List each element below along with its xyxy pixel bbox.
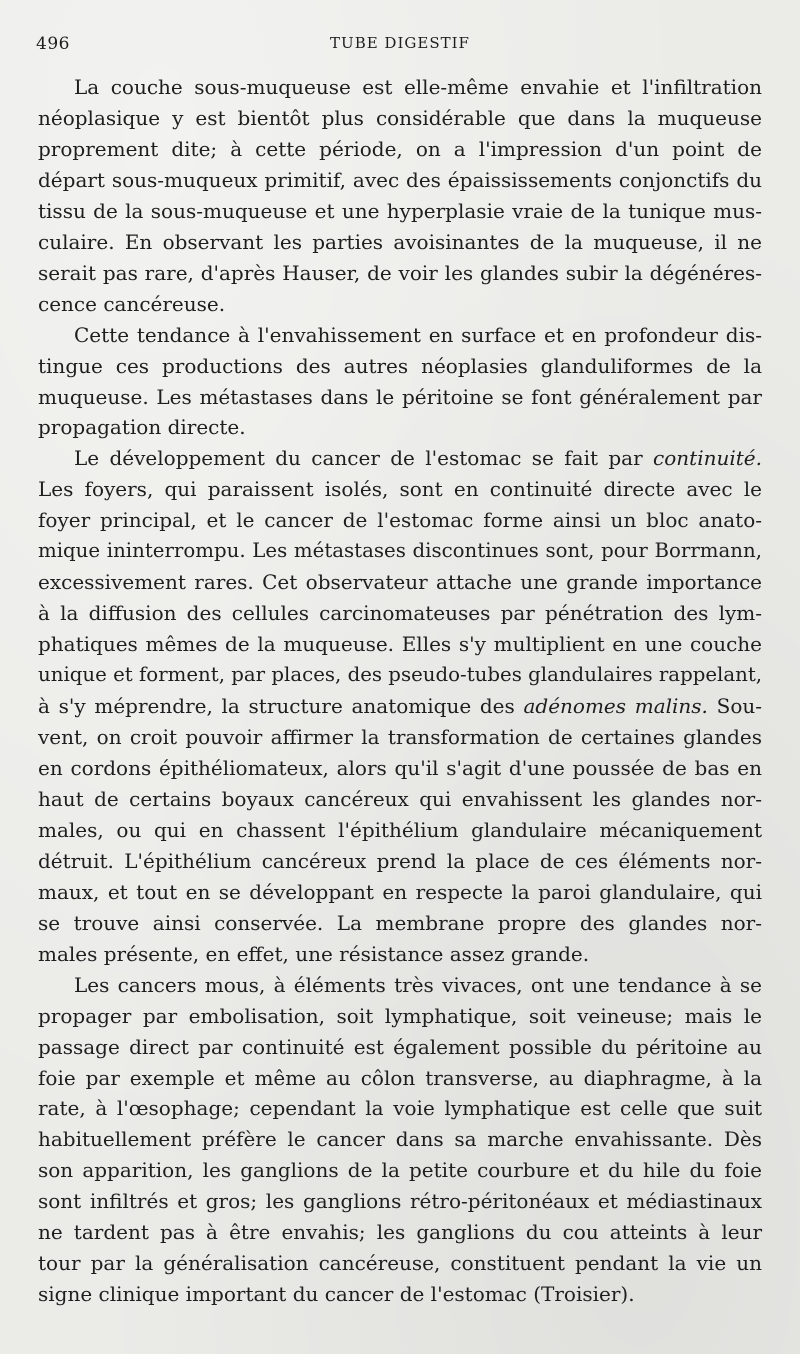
text-line: passage direct par continuité est également possible du péritoine au bbox=[38, 1034, 762, 1059]
text-line bbox=[38, 443, 762, 474]
text-line: vent, on croit pouvoir affirmer la transformation de certaines glandes bbox=[38, 725, 762, 750]
text-line: départ sous-muqueux primitif, avec des épaississements conjonctifs du bbox=[38, 167, 762, 192]
text-line: culaire. En observant les parties avoisinantes de la muqueuse, il ne bbox=[38, 229, 762, 254]
italic-term: adénomes malins. bbox=[523, 694, 708, 719]
text-line: propagation directe. bbox=[38, 415, 246, 440]
paragraph-3 bbox=[38, 443, 762, 969]
text-line: males présente, en effet, une résistance assez grande. bbox=[38, 941, 590, 966]
text-line: en cordons épithéliomateux, alors qu'il s'agit d'une poussée de bas en bbox=[38, 755, 762, 780]
text-line: propager par embolisation, soit lymphatique, soit veineuse; mais le bbox=[38, 1003, 762, 1028]
italic-term: continuité. bbox=[653, 446, 762, 471]
text-line: son apparition, les ganglions de la petite courbure et du hile du foie bbox=[38, 1158, 762, 1183]
text-line: males, ou qui en chassent l'épithélium glandulaire mécaniquement bbox=[38, 817, 762, 842]
text-line: ne tardent pas à être envahis; les ganglions du cou atteints à leur bbox=[38, 1220, 762, 1245]
page-body bbox=[38, 72, 762, 1310]
text-line: Cette tendance à l'envahissement en surface et en profondeur dis- bbox=[74, 322, 762, 347]
text-line: signe clinique important du cancer de l'estomac (Troisier). bbox=[38, 1282, 635, 1307]
text-line: excessivement rares. Cet observateur attache une grande importance bbox=[38, 570, 762, 595]
text-run: à s'y méprendre, la structure anatomique des bbox=[38, 694, 524, 719]
paragraph-1 bbox=[38, 72, 762, 320]
text-line: La couche sous-muqueuse est elle-même envahie et l'infiltration bbox=[74, 75, 762, 99]
text-line: cence cancéreuse. bbox=[38, 291, 226, 316]
paragraph-2 bbox=[38, 320, 762, 444]
page-number: 496 bbox=[36, 34, 70, 54]
text-line: serait pas rare, d'après Hauser, de voir les glandes subir la dégénéres- bbox=[38, 260, 762, 285]
text-line: habituellement préfère le cancer dans sa marche envahissante. Dès bbox=[38, 1127, 762, 1152]
text-line: mique ininterrompu. Les métastases discontinues sont, pour Borrmann, bbox=[38, 539, 762, 563]
text-line: à la diffusion des cellules carcinomateuses par pénétration des lym- bbox=[38, 601, 762, 626]
text-line: unique et forment, par places, des pseudo-tubes glandulaires rappelant, bbox=[38, 663, 763, 687]
text-line bbox=[38, 691, 762, 722]
text-line: muqueuse. Les métastases dans le péritoine se font généralement par bbox=[38, 384, 762, 409]
text-run: Le développement du cancer de l'estomac se fait par bbox=[74, 446, 654, 471]
text-line: Les cancers mous, à éléments très vivaces, ont une tendance à se bbox=[74, 972, 762, 997]
text-line: tour par la généralisation cancéreuse, constituent pendant la vie un bbox=[38, 1251, 762, 1276]
text-line: proprement dite; à cette période, on a l'impression d'un point de bbox=[38, 136, 762, 161]
text-line: haut de certains boyaux cancéreux qui envahissent les glandes nor- bbox=[38, 786, 762, 811]
text-line: détruit. L'épithélium cancéreux prend la place de ces éléments nor- bbox=[38, 848, 762, 873]
paragraph-4 bbox=[38, 970, 762, 1310]
text-line: Les foyers, qui paraissent isolés, sont en continuité directe avec le bbox=[38, 477, 762, 502]
text-line: foyer principal, et le cancer de l'estomac forme ainsi un bloc anato- bbox=[38, 508, 762, 533]
page-header bbox=[36, 30, 764, 60]
text-line: rate, à l'œsophage; cependant la voie lymphatique est celle que suit bbox=[38, 1096, 762, 1121]
text-line: phatiques mêmes de la muqueuse. Elles s'y multiplient en une couche bbox=[38, 632, 762, 657]
text-line: foie par exemple et même au côlon transverse, au diaphragme, à la bbox=[38, 1065, 762, 1090]
text-line: néoplasique y est bientôt plus considérable que dans la muqueuse bbox=[38, 105, 762, 130]
text-line: tissu de la sous-muqueuse et une hyperplasie vraie de la tunique mus- bbox=[38, 198, 762, 223]
text-line: tingue ces productions des autres néoplasies glanduliformes de la bbox=[38, 353, 762, 378]
text-run: Sou- bbox=[707, 694, 763, 719]
text-line: maux, et tout en se développant en respecte la paroi glandulaire, qui bbox=[38, 879, 762, 904]
text-line: sont infiltrés et gros; les ganglions rétro-péritonéaux et médiastinaux bbox=[38, 1189, 762, 1214]
running-title: TUBE DIGESTIF bbox=[330, 34, 470, 52]
text-line: se trouve ainsi conservée. La membrane propre des glandes nor- bbox=[38, 910, 762, 935]
